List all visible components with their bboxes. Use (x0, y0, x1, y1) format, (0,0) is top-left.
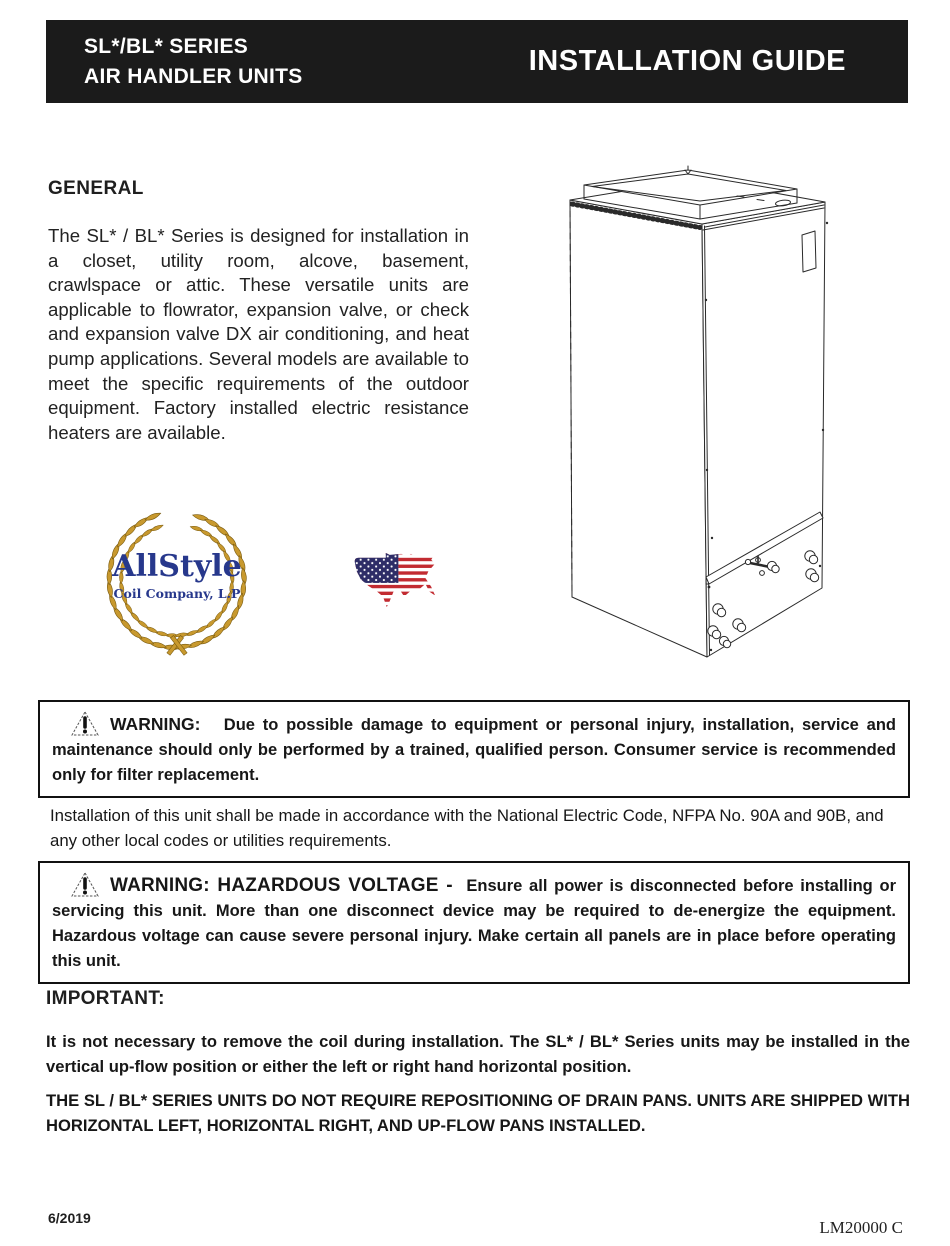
series-line-2: AIR HANDLER UNITS (84, 64, 303, 88)
general-heading: GENERAL (48, 178, 144, 199)
air-handler-unit-illustration (540, 160, 930, 670)
code-compliance-note: Installation of this unit shall be made in accordance with the National Electric Code, NFPA No. 90A and 90B, and any other local codes or utilities requirements. (50, 806, 884, 850)
warning-1-paragraph (52, 710, 896, 788)
warning-triangle-icon (70, 871, 100, 898)
warning-2-paragraph (52, 871, 896, 974)
important-paragraph-2: THE SL / BL* SERIES UNITS DO NOT REQUIRE REPOSITIONING OF DRAIN PANS. UNITS ARE SHIPPED WITH HORIZONTAL LEFT, HORIZONTAL RIGHT, AND UP-FLOW PANS INSTALLED. (46, 1091, 910, 1135)
warning-1-text: Due to possible damage to equipment or personal injury, installation, service and maintenance should only be performed by a trained, qualified person. Consumer service is recommended only for filter replacement. (52, 716, 896, 784)
series-line-1: SL*/BL* SERIES (84, 34, 249, 58)
logo-company-subtitle: Coil Company, L.P (113, 586, 241, 601)
warning-1-label: WARNING: (110, 714, 201, 734)
logo-company-name: AllStyle (112, 549, 242, 584)
footer-date: 6/2019 (48, 1210, 91, 1226)
warning-triangle-icon (70, 710, 100, 737)
warning-box-hazardous-voltage (38, 861, 910, 984)
important-paragraph-1: It is not necessary to remove the coil during installation. The SL* / BL* Series units may be installed in the vertical up-flow position or either the left or right hand horizontal position. (46, 1032, 910, 1076)
warning-2-text: Ensure all power is disconnected before installing or servicing this unit. More than one disconnect device may be required to de-energize the equipment. Hazardous voltage can cause severe personal injury. Make certain all panels are in place before operating this unit. (52, 877, 896, 970)
usa-flag-icon (351, 551, 438, 611)
important-heading: IMPORTANT: (46, 988, 165, 1009)
document-title: INSTALLATION GUIDE (528, 45, 846, 77)
header-bar (46, 20, 908, 103)
general-paragraph: The SL* / BL* Series is designed for installation in a closet, utility room, alcove, basement, crawlspace or attic. These versatile units are applicable to flowrator, expansion valve, or check and expansion valve DX air conditioning, and heat pump applications. Several models are available to meet the specific requirements of the outdoor equipment. Factory installed electric resistance heaters are available. (48, 225, 469, 443)
footer-doc-number: LM20000 C (819, 1218, 903, 1237)
warning-box-general (38, 700, 910, 798)
warning-2-label: WARNING: HAZARDOUS VOLTAGE - (110, 875, 453, 896)
allstyle-wreath-logo (92, 498, 262, 658)
series-title (84, 32, 303, 92)
